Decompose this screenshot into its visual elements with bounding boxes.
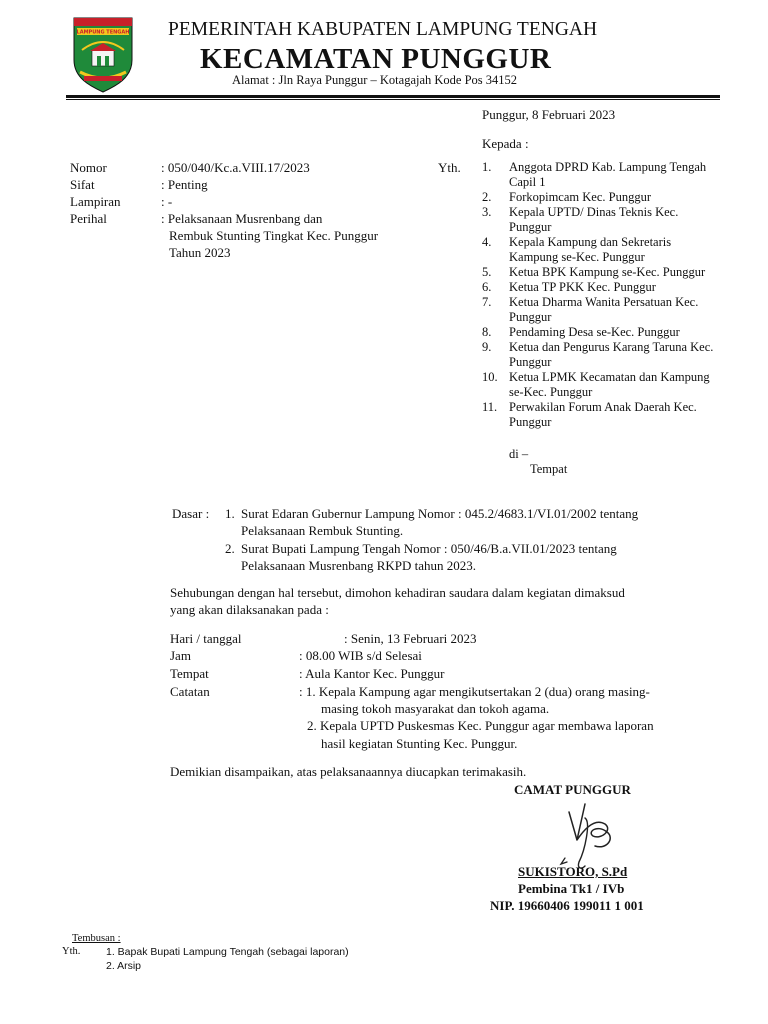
- nomor-value: : 050/040/Kc.a.VIII.17/2023: [161, 160, 310, 175]
- signer-nip: NIP. 19660406 199011 1 001: [490, 898, 644, 913]
- list-item: 8. Pendaming Desa se-Kec. Punggur: [482, 325, 680, 339]
- sifat-value: : Penting: [161, 177, 208, 192]
- catatan-1-line2: masing tokoh masyarakat dan tokoh agama.: [321, 701, 550, 716]
- dasar-1-line1: Surat Edaran Gubernur Lampung Nomor : 045.2/4683.1/VI.01/2002 tentang: [241, 506, 639, 521]
- hari-label: Hari / tanggal: [170, 631, 242, 646]
- di-label: di –: [509, 447, 529, 461]
- kabupaten-emblem-icon: [68, 14, 138, 94]
- tembusan-yth: Yth.: [62, 946, 81, 957]
- dasar-2-no: 2.: [225, 541, 235, 556]
- perihal-label: Perihal: [70, 211, 107, 226]
- list-item: 11. Perwakilan Forum Anak Daerah Kec. Punggur: [482, 400, 697, 429]
- svg-text:LAMPUNG TENGAH: LAMPUNG TENGAH: [76, 29, 130, 36]
- catatan-2-line2: hasil kegiatan Stunting Kec. Punggur.: [321, 736, 518, 751]
- dasar-1-no: 1.: [225, 506, 235, 521]
- hari-value: : Senin, 13 Februari 2023: [344, 631, 477, 646]
- kabupaten-logo: [68, 14, 138, 94]
- dasar-1-line2: Pelaksanaan Rembuk Stunting.: [241, 523, 404, 538]
- list-item: 5. Ketua BPK Kampung se-Kec. Punggur: [482, 265, 706, 279]
- list-item: 3. Kepala UPTD/ Dinas Teknis Kec. Punggur: [482, 205, 679, 234]
- nomor-label: Nomor: [70, 160, 107, 175]
- perihal-value-line3: Tahun 2023: [169, 245, 231, 260]
- list-item: 9. Ketua dan Pengurus Karang Taruna Kec. Punggur: [482, 340, 714, 369]
- list-item: 6. Ketua TP PKK Kec. Punggur: [482, 280, 656, 294]
- letter-date: Punggur, 8 Februari 2023: [482, 107, 616, 122]
- lampiran-value: : -: [161, 194, 173, 209]
- closing-text: Demikian disampaikan, atas pelaksanaannya diucapkan terimakasih.: [170, 764, 527, 779]
- signer-name: SUKISTORO, S.Pd: [518, 864, 628, 879]
- lampiran-label: Lampiran: [70, 194, 121, 209]
- list-item: 7. Ketua Dharma Wanita Persatuan Kec. Punggur: [482, 295, 699, 324]
- jam-value: : 08.00 WIB s/d Selesai: [299, 648, 422, 663]
- tempat-label: Tempat: [170, 666, 209, 681]
- dasar-label: Dasar :: [172, 506, 210, 521]
- letterhead-rule-thick: [66, 95, 720, 98]
- yth-label: Yth.: [438, 160, 461, 175]
- dasar-2-line1: Surat Bupati Lampung Tengah Nomor : 050/46/B.a.VII.01/2023 tentang: [241, 541, 617, 556]
- paragraph-line1: Sehubungan dengan hal tersebut, dimohon kehadiran saudara dalam kegiatan dimaksud: [170, 585, 625, 600]
- list-item: 10. Ketua LPMK Kecamatan dan Kampung se-Kec. Punggur: [482, 370, 710, 399]
- paragraph-line2: yang akan dilaksanakan pada :: [170, 602, 329, 617]
- letterhead-instansi: PEMERINTAH KABUPATEN LAMPUNG TENGAH: [168, 19, 598, 40]
- signer-rank: Pembina Tk1 / IVb: [518, 881, 625, 896]
- letterhead-rule-thin: [66, 99, 720, 100]
- list-item: 1. Anggota DPRD Kab. Lampung Tengah Capil 1: [482, 160, 707, 189]
- catatan-1-line1: : 1. Kepala Kampung agar mengikutsertakan 2 (dua) orang masing-: [299, 684, 650, 699]
- list-item: 4. Kepala Kampung dan Sekretaris Kampung se-Kec. Punggur: [482, 235, 672, 264]
- sifat-label: Sifat: [70, 177, 95, 192]
- letterhead-alamat: Alamat : Jln Raya Punggur – Kotagajah Kode Pos 34152: [232, 73, 518, 87]
- tempat-value: : Aula Kantor Kec. Punggur: [299, 666, 445, 681]
- dasar-2-line2: Pelaksanaan Musrenbang RKPD tahun 2023.: [241, 558, 477, 573]
- kepada-label: Kepada :: [482, 136, 529, 151]
- list-item: 2. Forkopimcam Kec. Punggur: [482, 190, 651, 204]
- tempat-tujuan: Tempat: [530, 462, 568, 476]
- jam-label: Jam: [170, 648, 191, 663]
- recipient-list: [482, 160, 722, 430]
- tembusan-item-1: 1. Bapak Bupati Lampung Tengah (sebagai laporan): [106, 946, 349, 958]
- catatan-label: Catatan: [170, 684, 210, 699]
- perihal-value-line2: Rembuk Stunting Tingkat Kec. Punggur: [169, 228, 379, 243]
- tembusan-label: Tembusan :: [72, 933, 121, 944]
- perihal-value-line1: : Pelaksanaan Musrenbang dan: [161, 211, 323, 226]
- tembusan-item-2: 2. Arsip: [106, 960, 142, 972]
- catatan-2-line1: 2. Kepala UPTD Puskesmas Kec. Punggur agar membawa laporan: [307, 718, 654, 733]
- letterhead-kecamatan: KECAMATAN PUNGGUR: [200, 43, 552, 75]
- signer-title: CAMAT PUNGGUR: [514, 782, 631, 797]
